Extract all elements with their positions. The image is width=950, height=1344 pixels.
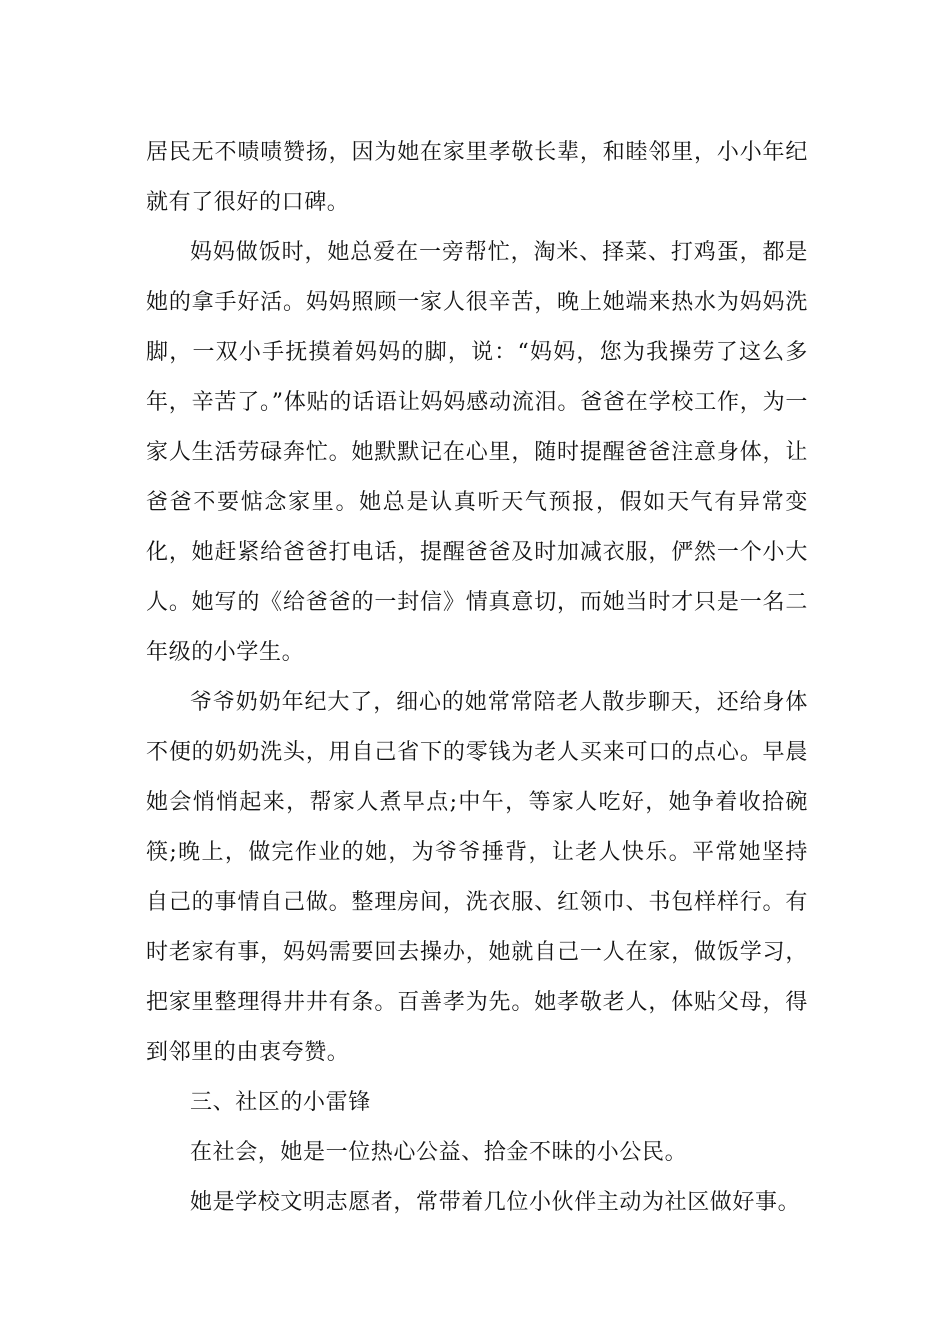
document-body: [146, 128, 808, 1228]
section-heading: 三、社区的小雷锋: [190, 1090, 371, 1115]
paragraph-5: 她是学校文明志愿者，常带着几位小伙伴主动为社区做好事。: [190, 1190, 801, 1215]
paragraph-4: 在社会，她是一位热心公益、拾金不昧的小公民。: [190, 1140, 688, 1165]
paragraph-3: 爷爷奶奶年纪大了，细心的她常常陪老人散步聊天，还给身体不便的奶奶洗头，用自己省下的零钱为老人买来可口的点心。早晨她会悄悄起来，帮家人煮早点;中午，等家人吃好，她争着收拾碗筷;晚上，做完作业的她，为爷爷捶背，让老人快乐。平常她坚持自己的事情自己做。整理房间，洗衣服、红领巾、书包样样行。有时老家有事，妈妈需要回去操办，她就自己一人在家，做饭学习，把家里整理得井井有条。百善孝为先。她孝敬老人，体贴父母，得到邻里的由衷夸赞。: [146, 690, 808, 1065]
paragraph-1: 居民无不啧啧赞扬，因为她在家里孝敬长辈，和睦邻里，小小年纪就有了很好的口碑。: [146, 140, 808, 215]
paragraph-2: 妈妈做饭时，她总爱在一旁帮忙，淘米、择菜、打鸡蛋，都是她的拿手好活。妈妈照顾一家人很辛苦，晚上她端来热水为妈妈洗脚，一双小手抚摸着妈妈的脚，说：“妈妈，您为我操劳了这么多年，辛苦了。”体贴的话语让妈妈感动流泪。爸爸在学校工作，为一家人生活劳碌奔忙。她默默记在心里，随时提醒爸爸注意身体，让爸爸不要惦念家里。她总是认真听天气预报，假如天气有异常变化，她赶紧给爸爸打电话，提醒爸爸及时加减衣服，俨然一个小大人。她写的《给爸爸的一封信》情真意切，而她当时才只是一名二年级的小学生。: [146, 240, 808, 665]
